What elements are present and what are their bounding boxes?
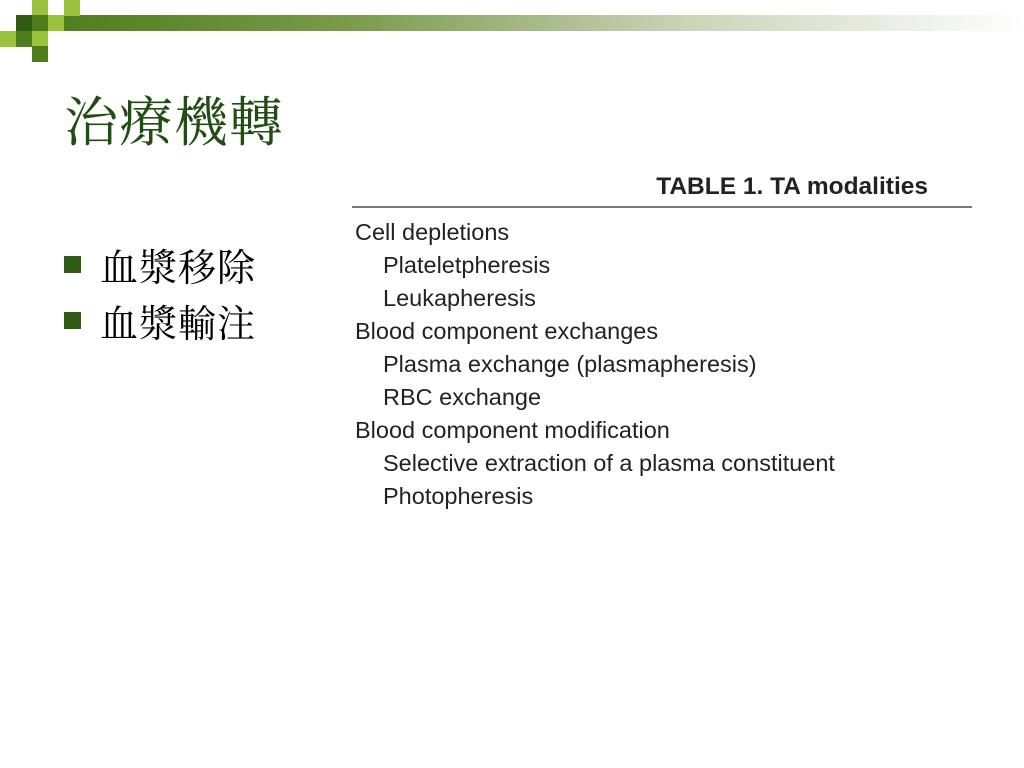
bullet-list xyxy=(64,236,256,348)
header-decoration xyxy=(0,0,1024,60)
square-bullet-icon xyxy=(64,312,81,329)
checker-square-icon xyxy=(32,0,48,16)
table-caption: TABLE 1. TA modalities xyxy=(656,173,928,200)
table-row: Leukapheresis xyxy=(383,285,536,311)
table-figure xyxy=(352,168,972,518)
square-bullet-icon xyxy=(64,256,81,273)
slide-title: 治療機轉 xyxy=(64,91,284,154)
checker-square-icon xyxy=(48,15,64,31)
table-row: Photopheresis xyxy=(383,483,534,509)
checker-square-icon xyxy=(32,46,48,62)
table-row: Blood component exchanges xyxy=(355,318,659,344)
table-row: Cell depletions xyxy=(355,219,510,245)
bullet-item xyxy=(64,292,256,348)
checker-square-icon xyxy=(32,15,48,31)
header-gradient-band xyxy=(55,15,1024,31)
table-row: Plasma exchange (plasmapheresis) xyxy=(383,351,757,377)
table-row: Selective extraction of a plasma constituent xyxy=(383,450,835,476)
bullet-text: 血漿輸注 xyxy=(100,301,257,346)
table-row: RBC exchange xyxy=(383,384,542,410)
table-rule xyxy=(352,206,972,208)
checker-square-icon xyxy=(16,31,32,47)
checker-square-icon xyxy=(32,31,48,47)
bullet-text: 血漿移除 xyxy=(100,245,257,290)
bullet-item xyxy=(64,236,256,292)
checker-square-icon xyxy=(64,0,80,16)
checker-square-icon xyxy=(16,15,32,31)
checker-square-icon xyxy=(0,31,16,47)
table-rows xyxy=(355,216,970,513)
table-row: Plateletpheresis xyxy=(383,252,551,278)
table-row: Blood component modification xyxy=(355,417,670,443)
